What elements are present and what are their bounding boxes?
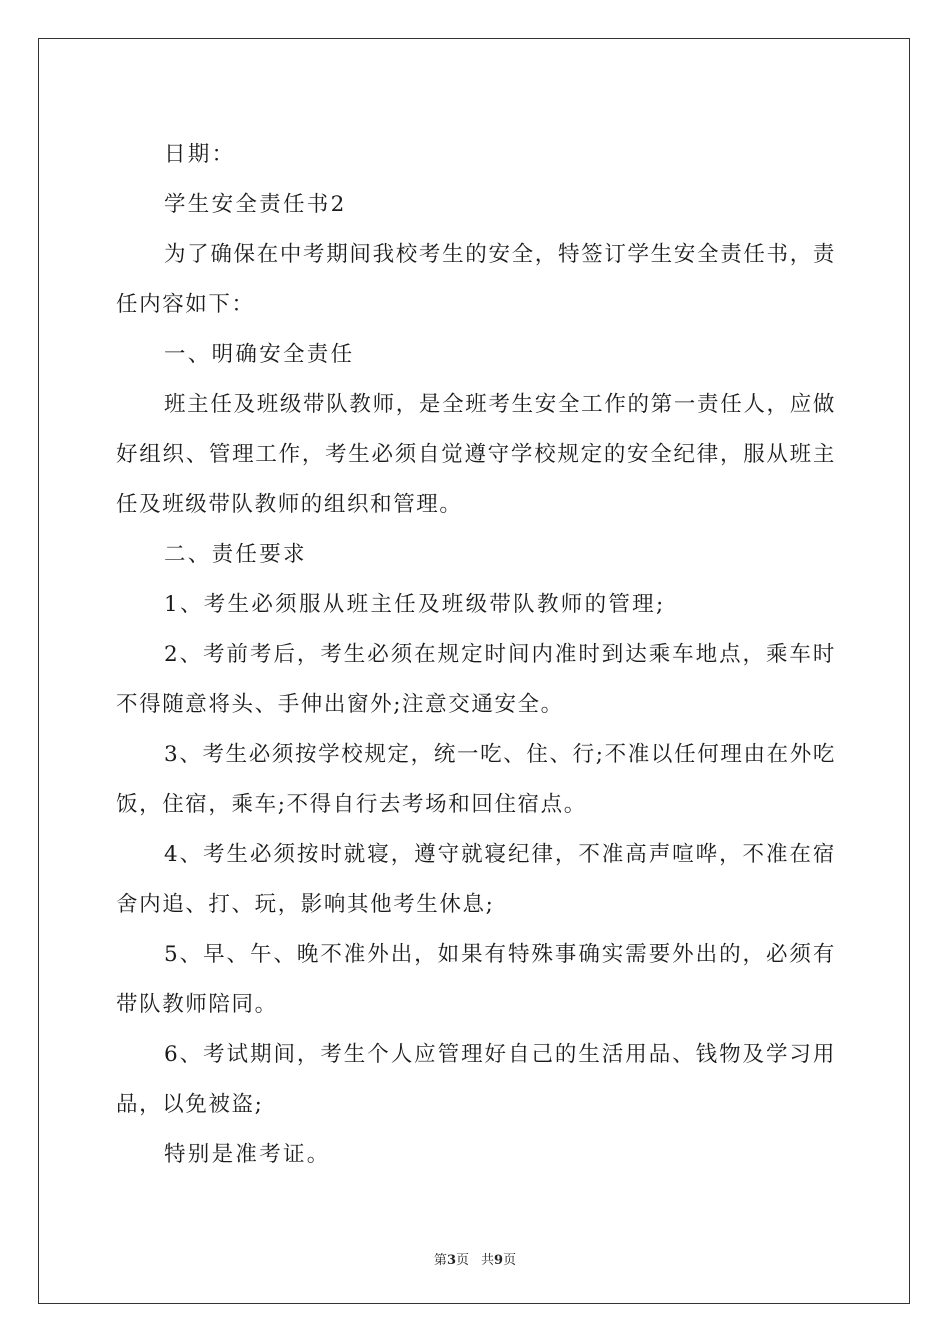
document-body [116, 130, 836, 1180]
section-title: 学生安全责任书2 [164, 192, 347, 217]
current-page-number: 3 [446, 1253, 456, 1268]
closing-line: 特别是准考证。 [164, 1142, 331, 1167]
page-suffix: 页 [455, 1253, 469, 1268]
heading-responsibility: 一、明确安全责任 [164, 342, 355, 367]
requirement-item-1: 1、考生必须服从班主任及班级带队教师的管理; [164, 592, 666, 617]
requirement-item-2: 2、考前考后，考生必须在规定时间内准时到达乘车地点，乘车时不得随意将头、手伸出窗外;注意交通安全。 [116, 642, 836, 717]
responsibility-paragraph: 班主任及班级带队教师，是全班考生安全工作的第一责任人，应做好组织、管理工作，考生必须自觉遵守学校规定的安全纪律，服从班主任及班级带队教师的组织和管理。 [116, 392, 836, 517]
requirement-item-5: 5、早、午、晚不准外出，如果有特殊事确实需要外出的，必须有带队教师陪同。 [116, 942, 836, 1017]
heading-requirements: 二、责任要求 [164, 542, 307, 567]
page-prefix: 第 [433, 1253, 447, 1268]
total-suffix: 页 [503, 1253, 517, 1268]
requirement-item-6: 6、考试期间，考生个人应管理好自己的生活用品、钱物及学习用品，以免被盗; [116, 1042, 836, 1117]
total-prefix: 共 [481, 1253, 495, 1268]
page-footer [0, 1249, 950, 1268]
requirement-item-4: 4、考生必须按时就寝，遵守就寝纪律，不准高声喧哗，不准在宿舍内追、打、玩，影响其他考生休息; [116, 842, 836, 917]
date-line: 日期： [164, 142, 236, 167]
requirement-item-3: 3、考生必须按学校规定，统一吃、住、行;不准以任何理由在外吃饭，住宿，乘车;不得自行去考场和回住宿点。 [116, 742, 836, 817]
total-page-count: 9 [494, 1253, 504, 1268]
intro-paragraph: 为了确保在中考期间我校考生的安全，特签订学生安全责任书，责任内容如下： [116, 242, 836, 317]
